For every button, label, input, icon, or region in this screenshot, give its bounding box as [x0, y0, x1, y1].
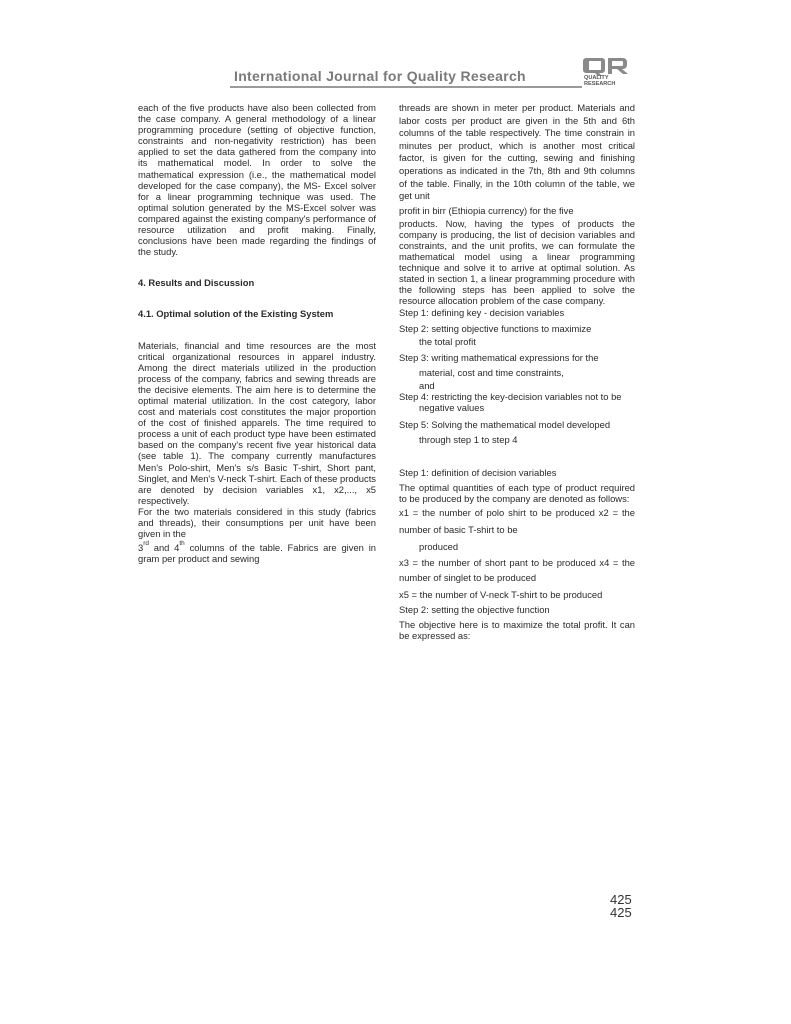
step-3-and: and: [419, 379, 435, 391]
step-5: Step 5: Solving the mathematical model developed: [399, 418, 611, 430]
materials-paragraph-end: [138, 542, 376, 564]
logo-caption-research: RESEARCH: [584, 81, 616, 88]
resources-paragraph: Materials, financial and time resources are the most critical organizational resources in apparel industry. Among the direct materials utilized in the production process of the company, fabrics and sewing threads are the decisive elements. The aim here is to determine the optimal material utilization. In the cost category, labor cost and materials cost constitutes the major proportion of the cost of finished apparels. The time required to process a unit of each product type have been estimated based on the company's recent five year historical data (see table 1). The company currently manufactures Men's Polo-shirt, Men's s/s Basic T-shirt, Short pant, Singlet, and Men's V-neck T-shirt. Each of these products are denoted by decision variables x1, x2,..., x5 respectively.: [138, 339, 376, 506]
intro-paragraph: each of the five products have also been collected from the case company. A general methodology of a linear programming procedure (setting of objective function, constraints and non-negativity restriction) has been applied to set the data gathered from the company into its mathematical model. In order to solve the mathematical expression (i.e., the mathematical model developed for the case company), the MS- Excel solver for a linear programming technique was used. The optimal solution generated by the MS-Excel solver was compared against the existing company's performance of resource utilization and profit making. Finally, conclusions have been made regarding the findings of the study.: [138, 102, 376, 258]
logo-caption: [584, 75, 615, 88]
decision-variables-heading: Step 1: definition of decision variables: [399, 466, 557, 478]
step-2-cont: the total profit: [419, 335, 476, 347]
left-column: [138, 102, 376, 564]
profit-line: profit in birr (Ethiopia currency) for the five: [399, 204, 574, 216]
ordinal-3-suffix: rd: [143, 540, 149, 548]
step-3-cont: material, cost and time constraints,: [419, 366, 564, 378]
materials-text-end: columns of the table. Fabrics are given in gram per product and sewing: [138, 542, 376, 565]
x5-definition: x5 = the number of V-neck T-shirt to be produced: [399, 589, 603, 601]
journal-header: [230, 62, 645, 92]
ordinal-4-suffix: th: [179, 540, 185, 548]
decision-variables-intro: The optimal quantities of each type of product required to be produced by the company are denoted as follows:: [399, 482, 635, 505]
step-5-cont: through step 1 to step 4: [419, 433, 518, 445]
journal-title: International Journal for Quality Research: [234, 68, 526, 84]
objective-paragraph: The objective here is to maximize the total profit. It can be expressed as:: [399, 619, 635, 642]
step-4: Step 4: restricting the key-decision variables not to be: [399, 390, 622, 402]
right-column: [399, 102, 635, 641]
page-number: 425: [610, 892, 632, 907]
step-2: Step 2: setting objective functions to maximize: [399, 322, 592, 334]
x2-definition-cont: produced: [419, 541, 459, 553]
logo-caption-quality: QUALITY: [584, 75, 609, 81]
table-columns-paragraph: threads are shown in meter per product. Materials and labor costs per product are given in the 5th and 6th columns of the table respectively. The time constrain in minutes per product, which is another most critical factor, is given for the cutting, sewing and finishing operations as indicated in the 7th, 8th and 9th columns of the table. Finally, in the 10th column of the table, we get unit: [399, 102, 635, 202]
ordinal-3: 3: [138, 542, 144, 554]
page-number-repeat: 425: [610, 905, 632, 920]
ordinal-4: and 4: [148, 542, 180, 554]
materials-paragraph: For the two materials considered in this study (fabrics and threads), their consumptions per unit have been given in the: [138, 505, 376, 540]
x1-x2-definition: x1 = the number of polo shirt to be produced x2 = the number of basic T-shirt to be: [399, 507, 635, 536]
objective-heading: Step 2: setting the objective function: [399, 604, 550, 616]
formulation-paragraph: products. Now, having the types of products the company is producing, the list of decision variables and constraints, and the unit profits, we can formulate the mathematical model using a linear programming technique and solve it to arrive at optimal solution. As stated in section 1, a linear programming procedure with the following steps has been applied to solve the resource allocation problem of the case company.: [399, 217, 635, 307]
header-rule: [230, 86, 582, 88]
step-1: Step 1: defining key - decision variables: [399, 306, 565, 318]
subsection-heading-optimal: 4.1. Optimal solution of the Existing System: [138, 308, 334, 320]
step-4-cont: negative values: [419, 401, 485, 413]
step-3: Step 3: writing mathematical expressions for the: [399, 351, 599, 363]
x3-x4-definition: x3 = the number of short pant to be produced x4 = the number of singlet to be produced: [399, 557, 635, 584]
section-heading-results: 4. Results and Discussion: [138, 277, 255, 289]
